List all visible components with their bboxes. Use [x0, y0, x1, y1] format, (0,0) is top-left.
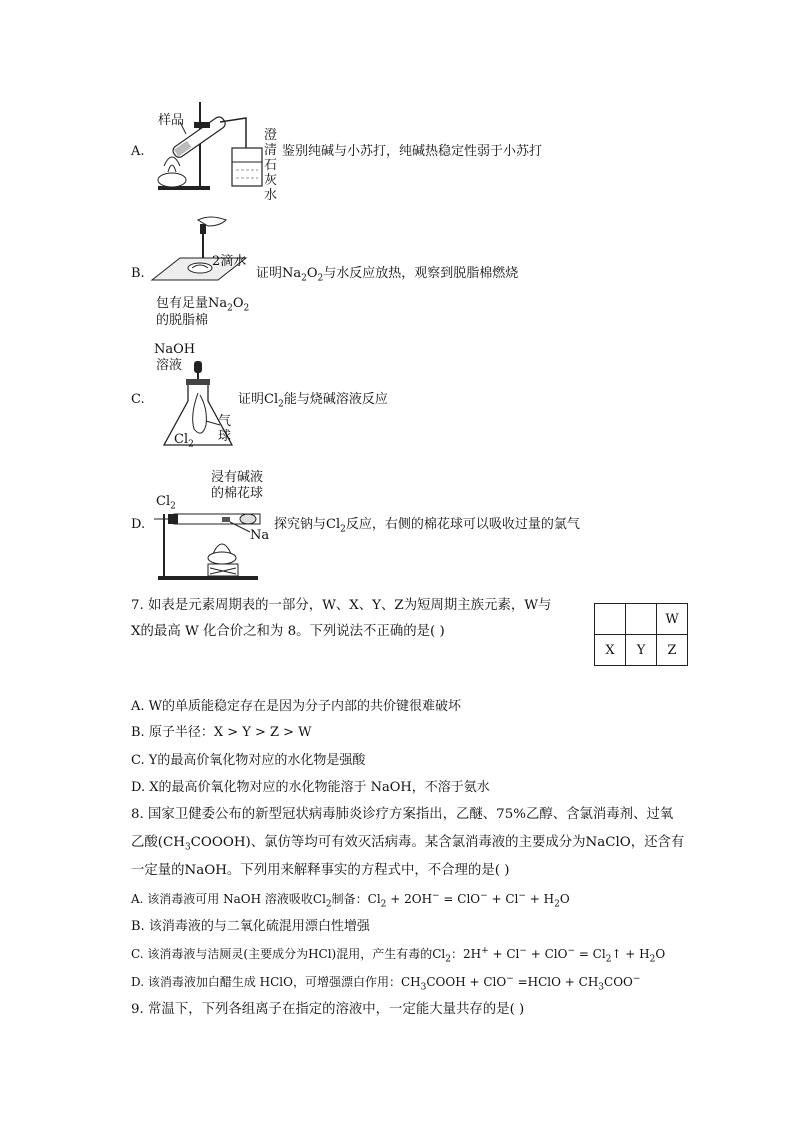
- option-b-description: 证明$Na_2O_2$与水反应放热，观察到脱脂棉燃烧: [256, 266, 519, 284]
- pt-cell: [626, 604, 657, 635]
- desc-b-mid: O: [306, 266, 318, 281]
- balloon-char: 气: [218, 414, 232, 429]
- q8-option-d: D. 该消毒液加白醋生成 HClO，可增强漂白作用：$CH_3COOH + ClO^-$ =HClO + $CH_3COO^-$: [131, 974, 641, 993]
- desc-c-post: 能与烧碱溶液反应: [283, 392, 388, 407]
- q7-line1: 7. 如表是元素周期表的一部分，W、X、Y、Z为短周期主族元素，W与: [131, 598, 552, 613]
- label-sample: 样品: [158, 113, 185, 128]
- q8-line2-pre: 乙酸(CH: [131, 835, 185, 850]
- pt-cell: [595, 604, 626, 635]
- option-letter-b: B.: [131, 266, 145, 281]
- apparatus-b-figure: [140, 212, 260, 292]
- cotton-text: 包有足量Na: [156, 296, 228, 311]
- limewater-char: 灰: [264, 173, 278, 188]
- q8c-b: + ClO: [526, 947, 568, 961]
- label-2drops-water: 2滴水: [212, 254, 247, 269]
- q8a-tail3: + H: [525, 892, 555, 906]
- q8a-tail: = ClO: [439, 892, 481, 906]
- q8-line1: 8. 国家卫健委公布的新型冠状病毒肺炎诊疗方案指出，乙醚、75%乙醇、含氯消毒剂、过氧: [131, 807, 674, 822]
- desc-c-pre: 证明Cl: [238, 392, 279, 407]
- q8-option-b: B. 该消毒液的与二氧化硫混用漂白性增强: [131, 919, 370, 934]
- q8c-e: O: [655, 947, 666, 961]
- balloon-char: 球: [218, 429, 232, 444]
- q7-option-b: B. 原子半径：X > Y > Z > W: [131, 725, 312, 740]
- q8c-pre: C. 该消毒液与洁厕灵(主要成分为HCl)混用，产生有毒的Cl: [131, 947, 446, 961]
- q8a-tail2: + Cl: [487, 892, 519, 906]
- q8d-mid2: =HClO + CH: [513, 975, 599, 989]
- option-c-description: 证明$Cl_2$能与烧碱溶液反应: [238, 392, 388, 410]
- label-cotton-ball: 的棉花球: [211, 486, 264, 501]
- q8-option-c: C. 该消毒液与洁厕灵(主要成分为HCl)混用，产生有毒的$Cl_2$：$2H^+ + Cl^- + ClO^- = Cl_2↑ + H_2O$: [131, 946, 666, 965]
- periodic-table-fragment: [594, 603, 688, 666]
- option-letter-a: A.: [131, 144, 145, 159]
- q8c-a: + Cl: [488, 947, 520, 961]
- pt-cell: Z: [657, 635, 688, 666]
- label-naoh: NaOH: [154, 342, 196, 357]
- label-cotton-line2: 的脱脂棉: [156, 313, 209, 328]
- q7-option-c: C. Y的最高价氧化物对应的水化物是强酸: [131, 753, 366, 768]
- limewater-char: 水: [264, 188, 278, 203]
- label-alkali-soaked: 浸有碱液: [211, 470, 264, 485]
- label-na: Na: [250, 528, 270, 543]
- q8-line2: 乙酸$(CH_3COOOH)$、氯仿等均可有效灭活病毒。某含氯消毒液的主要成分为NaClO，还含有: [131, 835, 685, 853]
- label-cl2-gas: $Cl_2$: [174, 432, 194, 450]
- pt-cell: Y: [626, 635, 657, 666]
- q8-line2-post: COOOH)、氯仿等均可有效灭活病毒。某含氯消毒液的主要成分为NaClO，还含有: [190, 835, 685, 850]
- gas-text: Cl: [174, 432, 189, 447]
- desc-d-pre: 探究钠与Cl: [274, 517, 341, 532]
- cl-text: Cl: [156, 494, 171, 509]
- option-letter-c: C.: [131, 392, 145, 407]
- q8a-eq: 制备：Cl: [331, 892, 381, 906]
- q8c-eq: ：2H: [451, 947, 482, 961]
- q8-option-a: A. 该消毒液可用 NaOH 溶液吸收$Cl_2$制备：$Cl_2 + 2OH^- = ClO^- + Cl^- + H_2O$: [131, 891, 570, 910]
- q8d-mid: COOH + ClO: [426, 975, 507, 989]
- label-cotton-line1: 包有足量$Na_2O_2$: [156, 296, 250, 314]
- q8a-pre: A. 该消毒液可用 NaOH 溶液吸收Cl: [131, 892, 326, 906]
- pt-cell: X: [595, 635, 626, 666]
- limewater-char: 石: [264, 158, 278, 173]
- desc-d-post: 反应，右侧的棉花球可以吸收过量的氯气: [345, 517, 580, 532]
- label-balloon: [218, 414, 231, 444]
- option-letter-d: D.: [131, 517, 146, 532]
- label-solution: 溶液: [156, 358, 183, 373]
- label-cl2-inlet: $Cl_2$: [156, 494, 176, 512]
- q8d-pre: D. 该消毒液加白醋生成 HClO，可增强漂白作用：CH: [131, 975, 421, 989]
- q7-option-d: D. X的最高价氧化物对应的水化物能溶于 NaOH，不溶于氨水: [131, 780, 490, 795]
- desc-b-post: 与水反应放热，观察到脱脂棉燃烧: [323, 266, 519, 281]
- q9-line1: 9. 常温下，下列各组离子在指定的溶液中，一定能大量共存的是( ): [131, 1002, 525, 1017]
- limewater-char: 澄: [264, 128, 278, 143]
- q8a-rest: + 2OH: [386, 892, 433, 906]
- label-limewater: [264, 128, 277, 203]
- q8-line3: 一定量的NaOH。下列用来解释事实的方程式中，不合理的是( ): [131, 863, 510, 878]
- desc-b-pre: 证明Na: [256, 266, 302, 281]
- pt-cell: W: [657, 604, 688, 635]
- q8a-tail4: O: [559, 892, 570, 906]
- limewater-char: 清: [264, 143, 278, 158]
- q7-option-a: A. W的单质能稳定存在是因为分子内部的共价键很难破坏: [131, 699, 462, 714]
- q8d-end: COO: [604, 975, 633, 989]
- q7-line2: X的最高 W 化合价之和为 8。下列说法不正确的是( ): [131, 624, 445, 639]
- q8c-c: = Cl: [575, 947, 606, 961]
- option-a-description: 鉴别纯碱与小苏打，纯碱热稳定性弱于小苏打: [282, 144, 543, 159]
- option-d-description: 探究钠与$Cl_2$反应，右侧的棉花球可以吸收过量的氯气: [274, 517, 580, 535]
- q8c-d: ↑ + H: [611, 947, 650, 961]
